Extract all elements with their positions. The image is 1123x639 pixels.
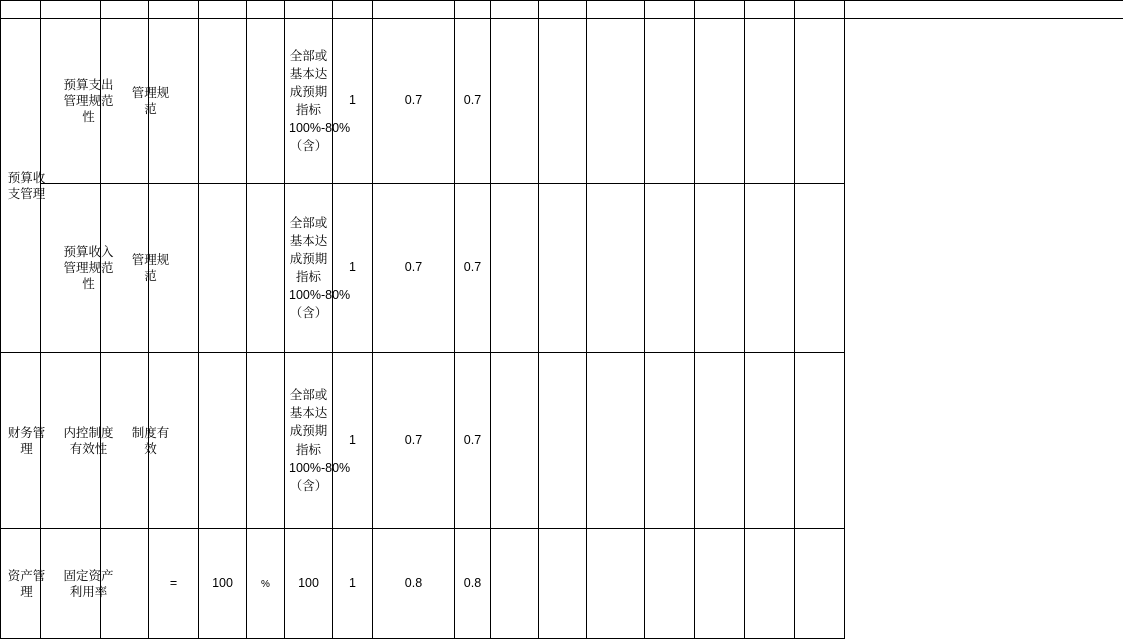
cell-blank	[41, 1, 101, 19]
cell-blank	[695, 1, 745, 19]
cell-unit	[247, 353, 285, 529]
cell-blank	[247, 1, 285, 19]
cell-weight	[333, 19, 373, 184]
cell-blank	[539, 19, 587, 184]
cell-blank	[491, 184, 539, 353]
cell-standard	[101, 353, 170, 529]
cell-blank	[645, 1, 695, 19]
cell-score2	[455, 184, 491, 353]
cell-blank	[845, 1, 1123, 19]
cell-indicator	[41, 19, 114, 184]
cell-blank	[539, 529, 587, 639]
cell-blank	[795, 1, 845, 19]
score2-label: 0.7	[463, 93, 482, 108]
score2-label: 0.7	[463, 432, 482, 447]
target-value-label: 100	[212, 575, 233, 590]
cell-blank	[745, 184, 795, 353]
cell-blank	[587, 529, 645, 639]
cell-blank	[539, 353, 587, 529]
score1-label: 0.8	[404, 575, 423, 590]
cell-indicator	[41, 184, 114, 353]
cell-target-value	[199, 19, 247, 184]
indicator-label: 固定资产利用率	[63, 568, 114, 599]
cell-blank	[745, 1, 795, 19]
cell-blank	[149, 1, 199, 19]
table-row	[1, 19, 1123, 184]
cell-blank	[745, 529, 795, 639]
cell-blank	[645, 353, 695, 529]
cell-target-value	[199, 184, 247, 353]
cell-blank	[645, 184, 695, 353]
cell-score2	[455, 353, 491, 529]
cell-score1	[373, 529, 455, 639]
cell-target-value	[199, 353, 247, 529]
cell-unit	[247, 184, 285, 353]
cell-blank	[587, 353, 645, 529]
cell-criteria	[285, 184, 351, 353]
weight-label: 1	[349, 575, 356, 590]
score1-label: 0.7	[404, 260, 423, 275]
indicator-label: 预算支出管理规范性	[63, 78, 114, 124]
cell-score2	[455, 529, 491, 639]
cell-weight	[333, 184, 373, 353]
cell-blank	[285, 1, 333, 19]
cell-blank	[101, 1, 149, 19]
cell-operator	[149, 529, 199, 639]
cell-unit	[247, 19, 285, 184]
standard-label: 管理规范	[131, 86, 170, 116]
cell-standard	[101, 529, 149, 639]
cell-blank	[587, 19, 645, 184]
cell-blank	[199, 1, 247, 19]
cell-blank	[491, 353, 539, 529]
cell-blank	[695, 353, 745, 529]
criteria-label: 100	[298, 576, 319, 591]
criteria-label: 全部或基本达成预期指标100%-80%（含）	[289, 388, 351, 493]
indicator-label: 预算收入管理规范性	[63, 245, 114, 291]
weight-label: 1	[349, 93, 356, 108]
cell-blank	[795, 529, 845, 639]
table-row	[1, 184, 1123, 353]
cell-blank	[455, 1, 491, 19]
category-label: 资产管理	[7, 568, 46, 599]
cell-blank	[795, 184, 845, 353]
category-label: 财务管理	[7, 425, 46, 456]
cell-blank	[587, 184, 645, 353]
cell-category	[1, 529, 46, 639]
cell-weight	[333, 529, 373, 639]
score2-label: 0.7	[463, 260, 482, 275]
cell-blank	[795, 19, 845, 184]
weight-label: 1	[349, 260, 356, 275]
criteria-label: 全部或基本达成预期指标100%-80%（含）	[289, 215, 351, 321]
criteria-label: 全部或基本达成预期指标100%-80%（含）	[289, 48, 351, 154]
cell-blank	[333, 1, 373, 19]
standard-label: 制度有效	[131, 425, 170, 456]
cell-blank	[695, 19, 745, 184]
cell-blank	[745, 353, 795, 529]
operator-label: =	[169, 575, 178, 590]
cell-score1	[373, 353, 455, 529]
cell-blank	[539, 184, 587, 353]
cell-weight	[333, 353, 373, 529]
unit-label: %	[261, 578, 270, 590]
cell-blank	[695, 529, 745, 639]
cell-criteria	[285, 529, 333, 639]
cell-blank	[795, 353, 845, 529]
cell-criteria	[285, 19, 351, 184]
cell-blank	[491, 1, 539, 19]
table-row	[1, 1, 1123, 19]
cell-blank	[695, 184, 745, 353]
table-row	[1, 529, 1123, 639]
indicator-label: 内控制度有效性	[63, 425, 114, 456]
table-row	[1, 353, 1123, 529]
cell-score1	[373, 184, 455, 353]
cell-category	[1, 353, 46, 529]
cell-blank	[491, 529, 539, 639]
cell-indicator	[41, 353, 114, 529]
cell-target-value	[199, 529, 247, 639]
score2-label: 0.8	[463, 575, 482, 590]
cell-category	[1, 19, 46, 353]
cell-criteria	[285, 353, 351, 529]
cell-score1	[373, 19, 455, 184]
score1-label: 0.7	[404, 432, 423, 447]
cell-blank	[645, 19, 695, 184]
cell-blank	[373, 1, 455, 19]
cell-unit	[247, 529, 285, 639]
category-label: 预算收支管理	[7, 170, 46, 201]
cell-blank	[745, 19, 795, 184]
cell-blank	[539, 1, 587, 19]
cell-indicator	[41, 529, 114, 639]
standard-label: 管理规范	[131, 253, 170, 283]
cell-blank	[491, 19, 539, 184]
cell-score2	[455, 19, 491, 184]
score1-label: 0.7	[404, 93, 423, 108]
cell-blank	[1, 1, 41, 19]
cell-blank	[587, 1, 645, 19]
cell-blank	[645, 529, 695, 639]
weight-label: 1	[349, 432, 356, 447]
